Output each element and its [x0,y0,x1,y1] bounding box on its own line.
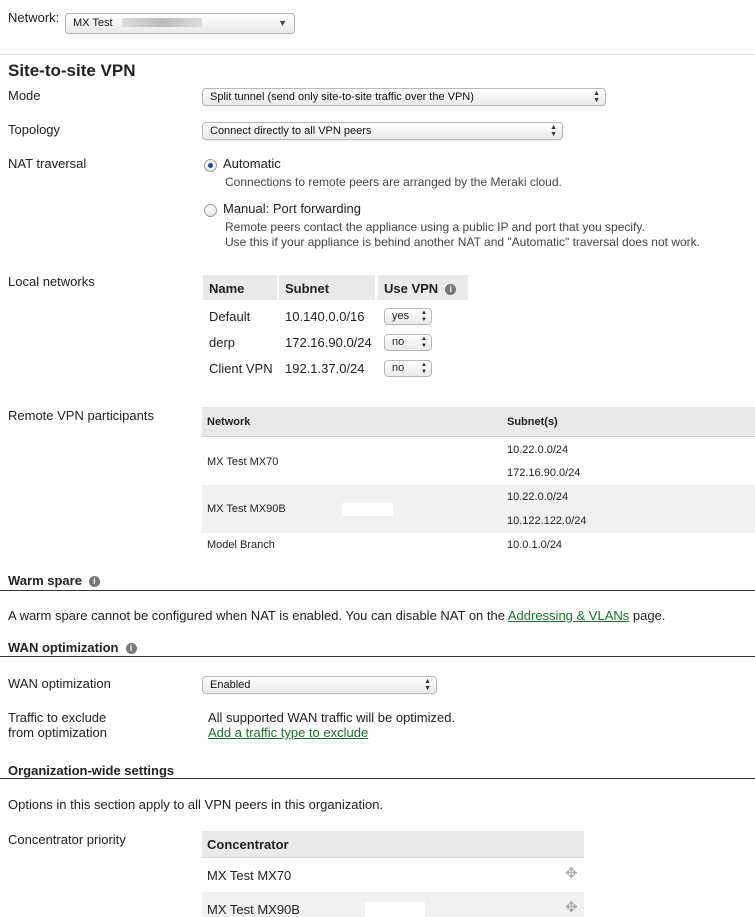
local-row-name: Default [209,309,251,324]
nat-automatic-desc: Connections to remote peers are arranged by the Meraki cloud. [225,175,562,189]
exclude-label-2: from optimization [8,725,107,740]
use-vpn-value: no [392,362,405,374]
remote-row-subnet: 172.16.90.0/24 [507,467,581,479]
remote-participants-label: Remote VPN participants [8,408,154,423]
local-row-subnet: 10.140.0.0/16 [285,309,365,324]
wan-opt-title-text: WAN optimization [8,640,119,655]
local-row-subnet: 172.16.90.0/24 [285,335,372,350]
local-row-name: Client VPN [209,361,273,376]
remote-header-network: Network [207,416,251,428]
topology-select-value: Connect directly to all VPN peers [210,125,372,137]
exclude-label-1: Traffic to exclude [8,710,107,725]
dropdown-arrow-icon: ▲ ▼ [421,310,427,323]
add-traffic-type-link[interactable]: Add a traffic type to exclude [208,725,369,740]
wan-opt-title [8,640,137,655]
info-icon[interactable]: i [89,576,100,587]
remote-row-network: MX Test MX90B [207,503,286,515]
nat-manual-desc-2: Use this if your appliance is behind another NAT and "Automatic" traversal does not work. [225,235,700,249]
redaction-box [342,503,393,516]
addressing-vlans-link[interactable]: Addressing & VLANs [507,608,630,623]
local-header-subnet: Subnet [285,281,330,296]
use-vpn-value: yes [392,310,410,322]
remote-row-network: Model Branch [207,539,275,551]
remote-row-subnet: 10.0.1.0/24 [507,539,563,551]
concentrator-header: Concentrator [207,837,289,852]
network-label: Network: [8,10,60,25]
warm-spare-text [8,608,665,623]
nat-label: NAT traversal [8,156,87,171]
local-header-use-vpn-text: Use VPN [384,281,439,296]
exclude-text: All supported WAN traffic will be optimized. [208,710,456,725]
remote-row-subnet: 10.122.122.0/24 [507,515,587,527]
redacted-text [122,18,202,27]
mode-label: Mode [8,88,41,103]
remote-table-header [202,407,755,437]
dropdown-arrow-icon: ▲ ▼ [421,362,427,375]
dropdown-arrow-icon: ▲ ▼ [550,124,557,138]
use-vpn-select[interactable] [384,334,432,351]
nat-manual-label: Manual: Port forwarding [223,201,362,216]
nat-automatic-radio[interactable] [204,159,217,172]
header-divider [0,54,755,55]
info-icon[interactable]: i [126,643,137,654]
drag-handle-icon[interactable]: ✥ [565,899,578,916]
local-networks-label: Local networks [8,274,95,289]
concentrator-name: MX Test MX70 [207,868,292,883]
warm-spare-text-before: A warm spare cannot be configured when NAT is enabled. You can disable NAT on the [8,608,508,623]
warm-spare-text-after: page. [629,608,666,623]
dropdown-arrow-icon: ▲ ▼ [593,90,600,104]
section-divider [0,590,755,591]
topology-label: Topology [8,122,61,137]
mode-select[interactable] [202,88,606,106]
drag-handle-icon[interactable]: ✥ [565,865,578,882]
topology-select[interactable] [202,122,563,140]
chevron-down-icon: ▼ [278,18,287,28]
section-divider [0,778,755,779]
redaction-box [365,902,425,917]
network-select[interactable] [65,13,295,34]
dropdown-arrow-icon: ▲ ▼ [421,336,427,349]
concentrator-priority-label: Concentrator priority [8,832,126,847]
dropdown-arrow-icon: ▲ ▼ [424,678,431,692]
local-header-name: Name [209,281,245,296]
wan-opt-select-value: Enabled [210,679,251,691]
remote-row-subnet: 10.22.0.0/24 [507,444,569,456]
network-select-value: MX Test [73,17,113,29]
use-vpn-value: no [392,336,405,348]
org-title: Organization-wide settings [8,763,175,778]
remote-header-subnets: Subnet(s) [507,416,558,428]
nat-manual-radio[interactable] [204,204,217,217]
use-vpn-select[interactable] [384,308,432,325]
remote-row-subnet: 10.22.0.0/24 [507,491,569,503]
org-desc: Options in this section apply to all VPN peers in this organization. [8,797,384,812]
local-header-use-vpn [384,281,456,296]
warm-spare-title-text: Warm spare [8,573,82,588]
warm-spare-title [8,573,100,588]
local-row-subnet: 192.1.37.0/24 [285,361,365,376]
nat-manual-desc-1: Remote peers contact the appliance using a public IP and port that you specify. [225,220,645,234]
local-row-name: derp [209,335,236,350]
page-title: Site-to-site VPN [8,61,136,80]
remote-row-network: MX Test MX70 [207,456,279,468]
info-icon[interactable]: i [445,284,456,295]
wan-opt-label: WAN optimization [8,676,111,691]
use-vpn-select[interactable] [384,360,432,377]
wan-opt-select[interactable] [202,676,437,694]
concentrator-name: MX Test MX90B [207,902,300,917]
section-divider [0,656,755,657]
mode-select-value: Split tunnel (send only site-to-site traffic over the VPN) [210,91,474,103]
nat-automatic-label: Automatic [223,156,281,171]
